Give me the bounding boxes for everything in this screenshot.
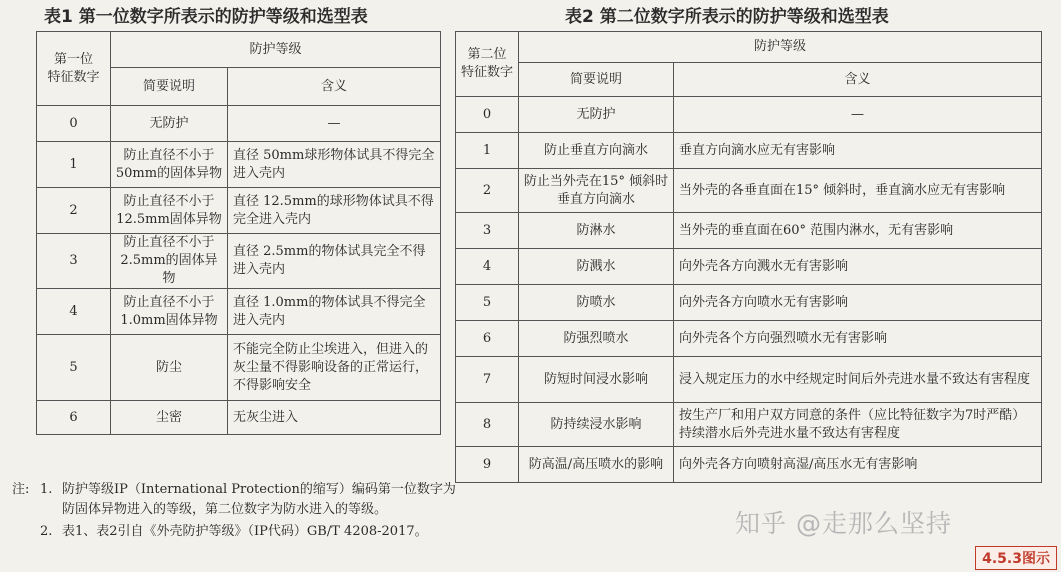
row-brief: 防强烈喷水 xyxy=(519,321,674,357)
table-row xyxy=(456,403,1042,447)
row-brief: 防短时间浸水影响 xyxy=(519,357,674,403)
table1 xyxy=(36,31,441,435)
row-code: 4 xyxy=(456,249,519,285)
row-meaning: — xyxy=(228,106,441,142)
table-row xyxy=(37,188,441,234)
row-code: 0 xyxy=(456,97,519,133)
row-code: 9 xyxy=(456,447,519,483)
notes xyxy=(12,480,462,542)
table-row xyxy=(37,142,441,188)
row-brief: 防止直径不小于1.0mm固体异物 xyxy=(111,289,228,335)
row-brief: 防喷水 xyxy=(519,285,674,321)
row-brief: 防尘 xyxy=(111,335,228,401)
row-code: 3 xyxy=(456,213,519,249)
row-meaning: 向外壳各方向溅水无有害影响 xyxy=(674,249,1042,285)
row-code: 6 xyxy=(456,321,519,357)
row-meaning: 向外壳各个方向强烈喷水无有害影响 xyxy=(674,321,1042,357)
watermark: 知乎 @走那么坚持 xyxy=(735,509,952,538)
row-code: 3 xyxy=(37,234,111,289)
row-brief: 防止垂直方向滴水 xyxy=(519,133,674,169)
row-code: 4 xyxy=(37,289,111,335)
row-brief: 防止直径不小于50mm的固体异物 xyxy=(111,142,228,188)
table-row xyxy=(37,335,441,401)
row-meaning: 向外壳各方向喷射高湿/高压水无有害影响 xyxy=(674,447,1042,483)
row-code: 6 xyxy=(37,401,111,435)
row-code: 8 xyxy=(456,403,519,447)
table1-header-level: 防护等级 xyxy=(111,32,441,68)
table-row xyxy=(37,289,441,335)
table-row xyxy=(37,106,441,142)
table1-header-brief: 简要说明 xyxy=(111,68,228,106)
note-text: 表1、表2引自《外壳防护等级》（IP代码）GB/T 4208-2017。 xyxy=(62,524,428,539)
table2-header-level: 防护等级 xyxy=(519,32,1042,63)
note-number: 2. xyxy=(40,524,53,539)
row-brief: 尘密 xyxy=(111,401,228,435)
row-meaning: 浸入规定压力的水中经规定时间后外壳进水量不致达有害程度 xyxy=(674,357,1042,403)
row-code: 2 xyxy=(37,188,111,234)
row-brief: 无防护 xyxy=(519,97,674,133)
figure-stamp: 4.5.3图示 xyxy=(975,546,1057,570)
table-row xyxy=(456,447,1042,483)
row-meaning: 直径 1.0mm的物体试具不得完全进入壳内 xyxy=(228,289,441,335)
table-row xyxy=(456,97,1042,133)
row-brief: 防高温/高压喷水的影响 xyxy=(519,447,674,483)
row-brief: 防止直径不小于12.5mm固体异物 xyxy=(111,188,228,234)
row-brief: 防持续浸水影响 xyxy=(519,403,674,447)
table-row xyxy=(456,285,1042,321)
row-meaning: 向外壳各方向喷水无有害影响 xyxy=(674,285,1042,321)
table2-header-meaning: 含义 xyxy=(674,63,1042,97)
table1-header-code: 第一位 特征数字 xyxy=(37,32,111,106)
table2 xyxy=(455,31,1042,483)
row-meaning: 垂直方向滴水应无有害影响 xyxy=(674,133,1042,169)
row-meaning: 直径 2.5mm的物体试具完全不得进入壳内 xyxy=(228,234,441,289)
row-code: 7 xyxy=(456,357,519,403)
table-row xyxy=(456,321,1042,357)
table-row xyxy=(456,213,1042,249)
notes-label: 注: xyxy=(12,482,30,497)
table-row xyxy=(456,133,1042,169)
note-number: 1. xyxy=(40,482,53,497)
table2-header-brief: 简要说明 xyxy=(519,63,674,97)
row-code: 5 xyxy=(37,335,111,401)
table-row xyxy=(37,234,441,289)
table-row xyxy=(37,401,441,435)
row-code: 0 xyxy=(37,106,111,142)
row-code: 2 xyxy=(456,169,519,213)
table1-title: 表1 第一位数字所表示的防护等级和选型表 xyxy=(44,7,368,27)
table2-title: 表2 第二位数字所表示的防护等级和选型表 xyxy=(565,7,889,27)
row-meaning: 直径 12.5mm的球形物体试具不得完全进入壳内 xyxy=(228,188,441,234)
row-meaning: 按生产厂和用户双方同意的条件（应比特征数字为7时严酷）持续潜水后外壳进水量不致达有害程度 xyxy=(674,403,1042,447)
row-code: 1 xyxy=(37,142,111,188)
table-row xyxy=(456,169,1042,213)
note-text: 防护等级IP（International Protection的缩写）编码第一位数字为防固体异物进入的等级，第二位数字为防水进入的等级。 xyxy=(62,482,456,517)
row-meaning: 当外壳的各垂直面在15° 倾斜时，垂直滴水应无有害影响 xyxy=(674,169,1042,213)
row-meaning: 不能完全防止尘埃进入，但进入的灰尘量不得影响设备的正常运行，不得影响安全 xyxy=(228,335,441,401)
row-meaning: 当外壳的垂直面在60° 范围内淋水，无有害影响 xyxy=(674,213,1042,249)
row-brief: 无防护 xyxy=(111,106,228,142)
table2-header-code: 第二位 特征数字 xyxy=(456,32,519,97)
row-brief: 防溅水 xyxy=(519,249,674,285)
row-brief: 防止直径不小于2.5mm的固体异物 xyxy=(111,234,228,289)
row-code: 1 xyxy=(456,133,519,169)
table-row xyxy=(456,357,1042,403)
row-code: 5 xyxy=(456,285,519,321)
table1-header-meaning: 含义 xyxy=(228,68,441,106)
row-brief: 防止当外壳在15° 倾斜时垂直方向滴水 xyxy=(519,169,674,213)
row-meaning: — xyxy=(674,97,1042,133)
row-brief: 防淋水 xyxy=(519,213,674,249)
table-row xyxy=(456,249,1042,285)
row-meaning: 无灰尘进入 xyxy=(228,401,441,435)
row-meaning: 直径 50mm球形物体试具不得完全进入壳内 xyxy=(228,142,441,188)
